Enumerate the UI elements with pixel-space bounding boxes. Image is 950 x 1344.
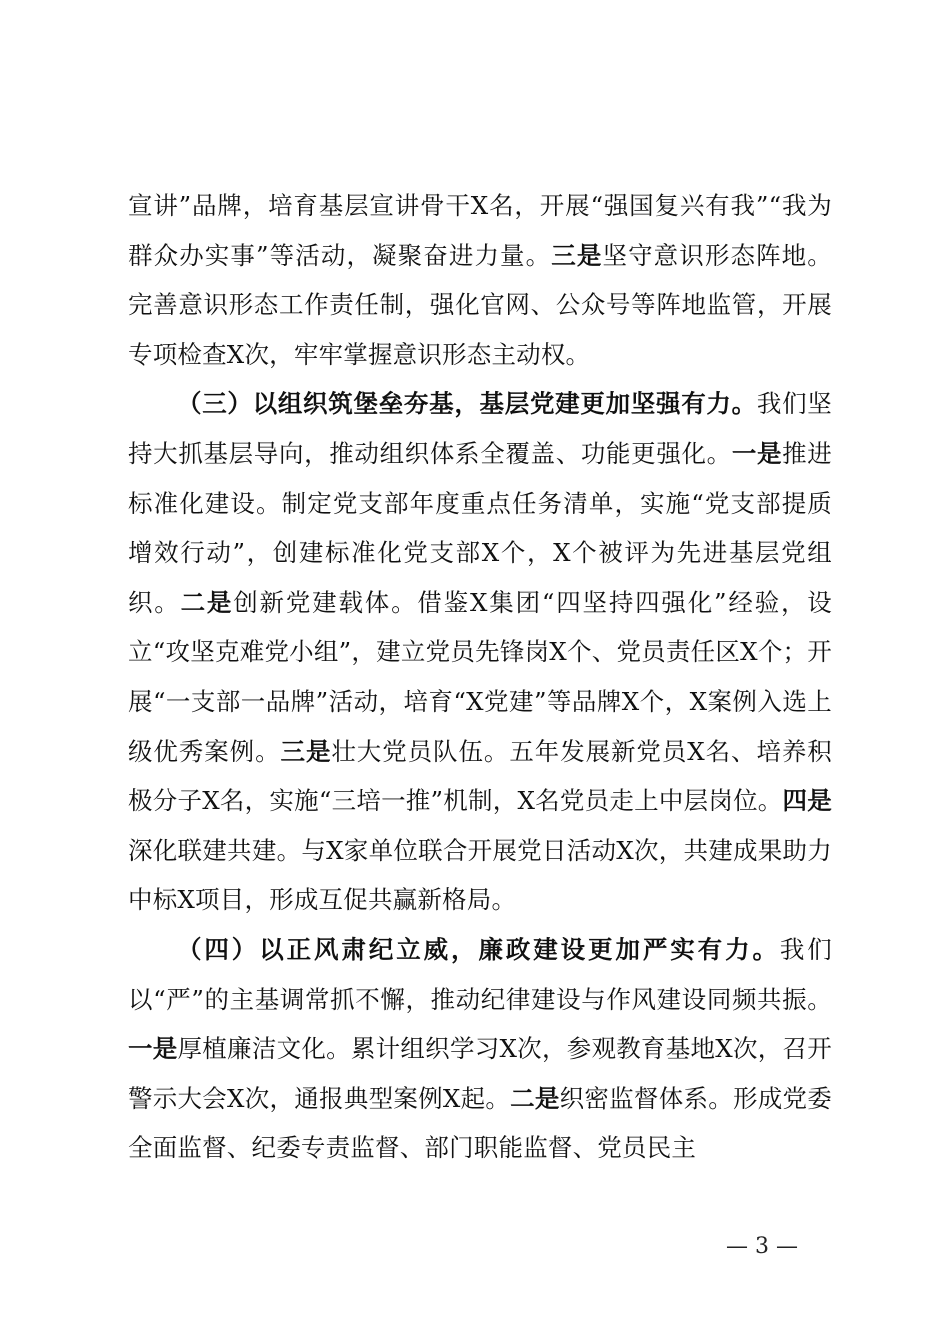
paragraph-run-bold: 三是 [280,736,332,766]
paragraph-run: 我们以“严”的主基调常抓不懈，推动纪律建设与作风建设同频共振。 [128,934,832,1014]
paragraph-continuation [128,181,832,379]
paragraph-section-3 [128,379,832,925]
paragraph-run: 宣讲”品牌，培育基层宣讲骨干X名，开展“强国复兴有我”“我为群众办实事”等活动，凝聚奋进力量。 [128,191,832,270]
document-body [128,181,832,1173]
paragraph-run-bold: 二是 [510,1083,560,1113]
paragraph-run-bold: 一是 [128,1034,178,1064]
paragraph-run: 厚植廉洁文化。累计组织学习X次，参观教育基地X次，召开警示大会X次，通报典型案例X起。 [128,1034,832,1113]
page-number: — 3 — [726,1234,798,1259]
paragraph-run: 我们坚持大抓基层导向，推动组织体系全覆盖、功能更强化。 [128,389,832,468]
paragraph-run-bold: 一是 [731,438,783,468]
paragraph-run: 壮大党员队伍。五年发展新党员X名、培养积极分子X名，实施“三培一推”机制，X名党员走上中层岗位。 [128,736,832,816]
paragraph-run: 创新党建载体。借鉴X集团“四坚持四强化”经验，设立“攻坚克难党小组”，建立党员先锋岗X个、党员责任区X个；开展“一支部一品牌”活动，培育“X党建”等品牌X个，X案例入选上级优秀案例。 [128,587,833,766]
paragraph-run: 深化联建共建。与X家单位联合开展党日活动X次，共建成果助力中标X项目，形成互促共赢新格局。 [128,835,832,915]
paragraph-section-4 [128,925,832,1173]
paragraph-run: 推进标准化建设。制定党支部年度重点任务清单，实施“党支部提质增效行动”，创建标准化党支部X个，X个被评为先进基层党组织。 [128,438,832,617]
paragraph-run: 坚守意识形态阵地。完善意识形态工作责任制，强化官网、公众号等阵地监管，开展专项检查X次，牢牢掌握意识形态主动权。 [128,240,832,369]
paragraph-run: 织密监督体系。形成党委全面监督、纪委专责监督、部门职能监督、党员民主 [128,1083,832,1163]
paragraph-run-bold: 三是 [551,240,603,270]
section-heading: （三）以组织筑堡垒夯基，基层党建更加坚强有力。 [177,389,757,419]
paragraph-run-bold: 二是 [180,587,234,617]
paragraph-run-bold: 四是 [782,786,832,816]
section-heading: （四）以正风肃纪立威，廉政建设更加严实有力。 [177,934,780,964]
